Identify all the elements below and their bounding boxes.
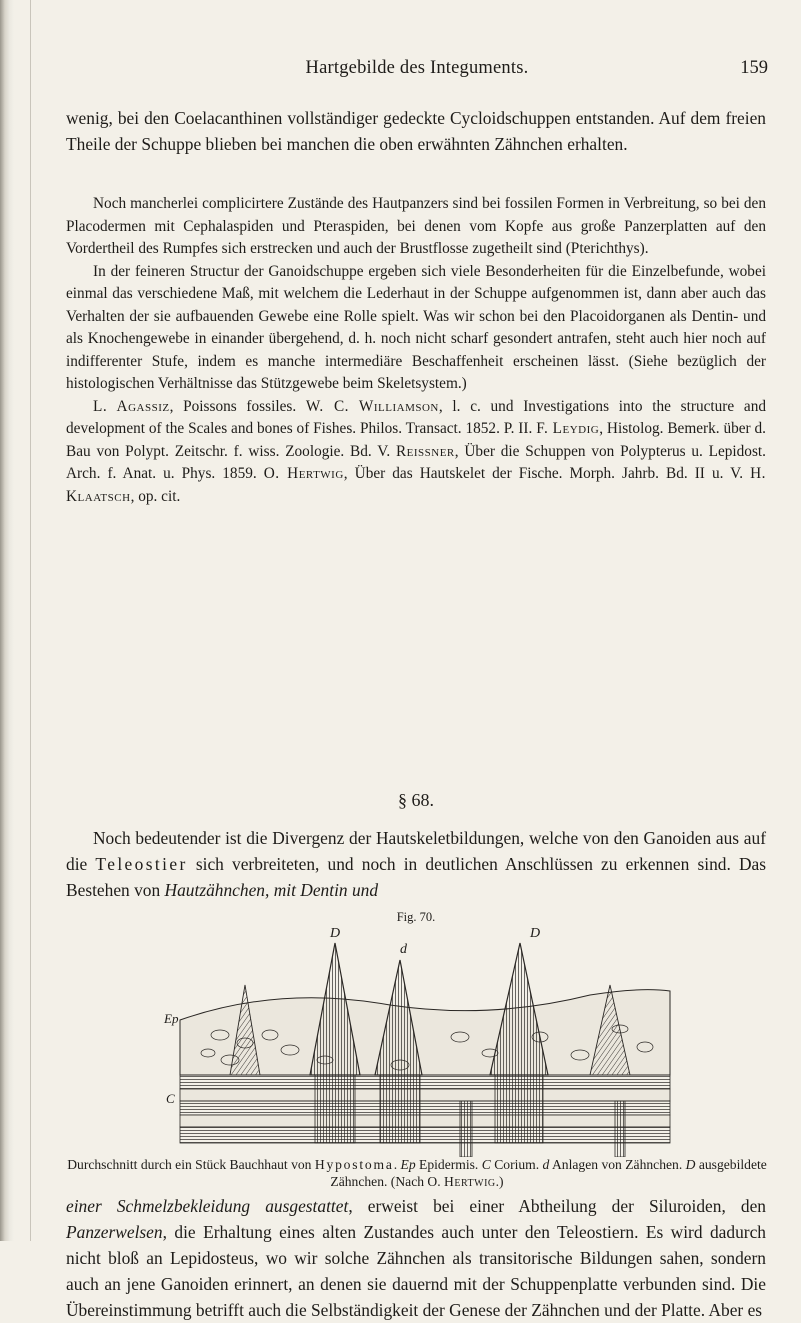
caption-part-d: Corium. [490,1157,543,1172]
header-title: Hartgebilde des Integuments. [305,58,529,78]
paragraph-1-text: wenig, bei den Coelacanthinen vollständiger gedeckte Cycloidschuppen entstanden. Auf dem freien Theile der Schuppe blieben bei manchen die oben erwähnten Zähnchen erhalten. [66,108,766,154]
paragraph-4-text [66,1193,766,1323]
p4-part-b: , die Erhaltung eines alten Zustandes auch unter den Teleostiern. Es wird dadurch nicht bloß an Lepidosteus, wo wir solche Zähnchen als transitorische Bildungen sahen, sondern auch an jene Ganoiden erinnert, an denen sie dauernd mit der Schuppenplatte verbunden sind. Die Übereinstimmung betrifft auch die Selbständigkeit der Genese der Zähnchen und der Platte. Aber es [66,1222,766,1320]
ref-hertwig-name: O. Hertwig [263,465,344,482]
page-number: 159 [740,58,768,78]
p4-italic-a: einer Schmelzbekleidung ausgestattet [66,1196,349,1216]
ref-hertwig-rest: , Über das Hautskelet der Fische. Morph. Jahrb. Bd. II u. V. [343,465,751,482]
figure-illustration [160,925,700,1157]
label-d-center: d [400,942,407,957]
label-Ep: Ep [164,1011,179,1026]
figure-caption [66,1156,768,1190]
p3-teleostier: Teleostier [95,854,188,874]
paragraph-3-text [66,825,766,903]
caption-ep: Ep [400,1157,416,1172]
references-paragraph [66,396,766,509]
ref-williamson-rest: , l. c. und Investigations into the structure and development of the Scales and bones of Fishes. Philos. Transact. 1852. P. II. [66,397,766,437]
ref-leydig-rest: , Histolog. Bemerk. über d. Bau von Polypt. Zeitschr. f. wiss. Zoologie. Bd. V. [66,420,766,460]
caption-part-g: .) [495,1174,504,1189]
caption-part-e: Anlagen von Zähnchen. [549,1157,686,1172]
p3-italic: Hautzähnchen, mit Dentin und [164,880,379,900]
ref-klaatsch-rest: , op. cit. [130,487,181,505]
page-edge-line [30,0,31,1241]
caption-part-a: Durchschnitt durch ein Stück Bauchhaut von [67,1157,315,1172]
caption-hertwig: Hertwig [444,1174,496,1189]
label-D-right: D [530,926,541,941]
small-paragraph-2: In der feineren Structur der Ganoidschuppe ergeben sich viele Besonderheiten für die Einzelbefunde, wobei einmal das verschiedene Maß, mit welchem die Lederhaut in der Schuppe aufgenommen ist, dann aber auch das Verhalten der sie aufbauenden Gewebe eine Rolle spielt. Was wir schon bei den Placoidorganen als Dentin- und als Knochengewebe in einander übergehend, d. h. noch nicht scharf gesondert antrafen, steht auch hier noch auf indifferenter Stufe, indem es manche intermediäre Beschaffenheit erscheinen lässt. (Siehe bezüglich der histologischen Verhältnisse das Stützgewebe beim Skeletsystem.) [66,262,766,392]
ref-agassiz-rest: , Poissons fossiles. [169,397,306,415]
label-D-left: D [330,926,341,941]
ref-reissner-name: Reissner [395,442,455,460]
small-paragraph-1: Noch mancherlei complicirtere Zustände des Hautpanzers sind bei fossilen Formen in Verbreitung, so bei den Placodermen mit Cephalaspiden und Pteraspiden, bei denen vom Kopfe aus große Panzerplatten auf den Vordertheil des Rumpfes sich erstrecken und auch der Brustflosse zugetheilt sind (Pterichthys). [66,195,766,257]
paragraph-1 [66,105,766,157]
running-header [66,58,768,84]
p3-part-a: Noch bedeutender ist die Divergenz der Hautskeletbildungen, welche von den Ganoiden aus auf die [66,828,766,874]
paragraph-3 [66,825,766,903]
ref-leydig-name: F. Leydig [536,420,600,437]
figure-label: Fig. 70. [396,910,436,924]
caption-hypostoma: Hypostoma [314,1157,394,1172]
paragraph-4 [66,1193,766,1323]
ref-reissner-rest: , Über die Schuppen von Polypterus u. Lepidost. Arch. f. Anat. u. Phys. 1859. [66,442,766,482]
caption-part-f: ausgebildete Zähnchen. (Nach O. [330,1157,767,1189]
p3-part-b: sich verbreiteten, und noch in deutlichen Anschlüssen zu erkennen sind. Das Bestehen von [66,854,766,900]
ref-agassiz-name: L. Agassiz [93,397,170,415]
caption-d: d [542,1157,550,1172]
ref-klaatsch-name: H. Klaatsch [66,465,766,505]
caption-part-b: . [393,1157,401,1172]
p4-part-a: , erweist bei einer Abtheilung der Siluroiden, den [348,1196,766,1216]
p4-italic-b: Panzerwelsen [66,1222,163,1242]
caption-c: C [481,1157,491,1172]
ref-williamson-name: W. C. Williamson [305,397,439,415]
label-C: C [166,1091,175,1106]
small-print-block [66,193,766,508]
page-edge-shadow [0,0,14,1241]
section-heading: § 68. [398,790,434,810]
caption-part-c: Epidermis. [415,1157,482,1172]
caption-D: D [685,1157,696,1172]
